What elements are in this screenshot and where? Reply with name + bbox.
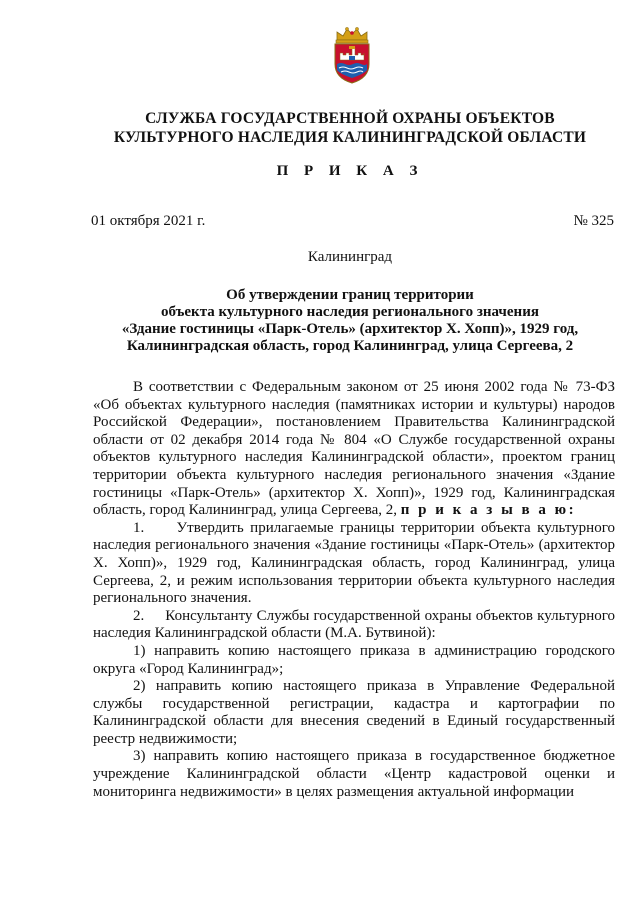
kaliningrad-coat-of-arms-icon: [328, 26, 376, 84]
title-line-3: «Здание гостиницы «Парк-Отель» (архитектор Х. Хопп)», 1929 год,: [121, 321, 579, 337]
sub-item-3-paragraph: 3) направить копию настоящего приказа в государственное бюджетное учреждение Калининградской области «Центр кадастровой оценки и мониторинга недвижимости» в целях размещения актуальной информации: [93, 748, 615, 800]
preamble-text: В соответствии с Федеральным законом от 25 июня 2002 года № 73-ФЗ «Об объектах культурного наследия (памятниках истории и культуры) народов Российской Федерации», постановлением Правительства Калининградской области от 02 декабря 2014 года № 804 «О Службе государственной охраны объектов культурного наследия Калининградской области», проектом границ территории объекта культурного наследия регионального значения «Здание гостиницы «Парк-Отель» (архитектор Х. Хопп)», 1929 год, Калининградская область, город Калининград, улица Сергеева, 2,: [93, 379, 615, 519]
title-line-4: Калининградская область, город Калининград, улица Сергеева, 2: [126, 338, 574, 354]
item-2-paragraph: 2. Консультанту Службы государственной охраны объектов культурного наследия Калининградской области (М.А. Бутвиной):: [93, 607, 615, 642]
sub-item-2-paragraph: 2) направить копию настоящего приказа в Управление Федеральной службы государственной регистрации, кадастра и картографии по Калининградской области для внесения сведений в Единый государственный реестр недвижимости;: [93, 678, 615, 747]
item-1-paragraph: 1. Утвердить прилагаемые границы территории объекта культурного наследия регионального значения «Здание гостиницы «Парк-Отель» (архитектор Х. Хопп)», 1929 год, Калининградская область, город Калининград, улица Сергеева, 2, и режим использования территории объекта культурного наследия регионального значения.: [93, 519, 615, 607]
title-line-2: объекта культурного наследия регионального значения: [161, 304, 539, 320]
order-word: п р и к а з ы в а ю:: [400, 502, 577, 519]
document-body: [93, 379, 615, 801]
sub-item-1-paragraph: 1) направить копию настоящего приказа в администрацию городского округа «Город Калининград»;: [93, 642, 615, 677]
document-city: Калининград: [307, 249, 393, 265]
document-number: № 325: [573, 213, 614, 229]
agency-name-line-1: СЛУЖБА ГОСУДАРСТВЕННОЙ ОХРАНЫ ОБЪЕКТОВ: [145, 110, 555, 127]
agency-name-line-2: КУЛЬТУРНОГО НАСЛЕДИЯ КАЛИНИНГРАДСКОЙ ОБЛАСТИ: [113, 129, 587, 146]
title-line-1: Об утверждении границ территории: [226, 287, 474, 303]
document-date: 01 октября 2021 г.: [91, 213, 206, 229]
preamble-paragraph: [93, 379, 615, 520]
document-type: П Р И К А З: [276, 163, 424, 179]
